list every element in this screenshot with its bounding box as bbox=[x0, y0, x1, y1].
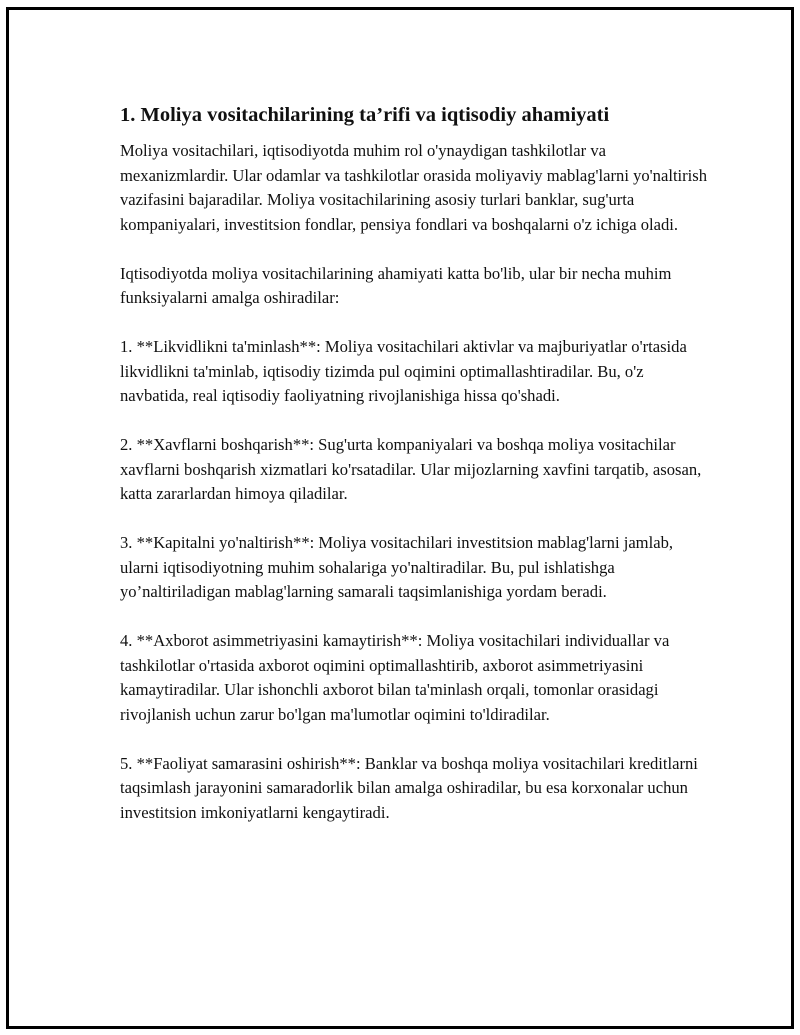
paragraph-importance: Iqtisodiyotda moliya vositachilarining ahamiyati katta bo'lib, ular bir necha muhim funksiyalarni amalga oshiradilar: bbox=[120, 263, 672, 307]
document-title: 1. Moliya vositachilarining ta’rifi va iqtisodiy ahamiyati bbox=[120, 104, 610, 126]
list-item-information-asymmetry: 4. **Axborot asimmetriyasini kamaytirish**: Moliya vositachilari individuallar va tashkilotlar o'rtasida axborot oqimini optimallashtirib, axborot asimmetriyasini kamaytiradilar. Ular ishonchli axborot bilan ta'minlash orqali, tomonlar orasidagi rivojlanish uchun zarur bo'lgan ma'lumotlar oqimini to'ldiradilar. bbox=[120, 631, 670, 724]
list-item-liquidity: 1. **Likvidlikni ta'minlash**: Moliya vositachilari aktivlar va majburiyatlar o'rtasida likvidlikni ta'minlab, iqtisodiy tizimda pul oqimini optimallashtiradilar. Bu, o'z navbatida, real iqtisodiy faoliyatning rivojlanishiga hissa qo'shadi. bbox=[120, 337, 687, 405]
list-item-risk-management: 2. **Xavflarni boshqarish**: Sug'urta kompaniyalari va boshqa moliya vositachilar xavflarni boshqarish xizmatlari ko'rsatadilar. Ular mijozlarning xavfini tarqatib, asosan, katta zararlardan himoya qiladilar. bbox=[120, 435, 702, 503]
paragraph-intro: Moliya vositachilari, iqtisodiyotda muhim rol o'ynaydigan tashkilotlar va mexanizmlardir. Ular odamlar va tashkilotlar orasida moliyaviy mablag'larni yo'naltirish vazifasini bajaradilar. Moliya vositachilarining asosiy turlari banklar, sug'urta kompaniyalari, investitsion fondlar, pensiya fondlari va boshqalarni o'z ichiga oladi. bbox=[120, 141, 708, 234]
list-item-efficiency: 5. **Faoliyat samarasini oshirish**: Banklar va boshqa moliya vositachilari kreditlarni taqsimlash jarayonini samaradorlik bilan amalga oshiradilar, bu esa korxonalar uchun investitsion imkoniyatlarni kengaytiradi. bbox=[120, 753, 698, 822]
document-body bbox=[120, 101, 710, 825]
page-border bbox=[6, 7, 794, 1029]
list-item-capital-allocation: 3. **Kapitalni yo'naltirish**: Moliya vositachilari investitsion mablag'larni jamlab, ularni iqtisodiyotning muhim sohalariga yo'naltiradilar. Bu, pul ishlatishga yo’naltiriladigan mablag'larning samarali taqsimlanishiga yordam beradi. bbox=[120, 533, 674, 601]
